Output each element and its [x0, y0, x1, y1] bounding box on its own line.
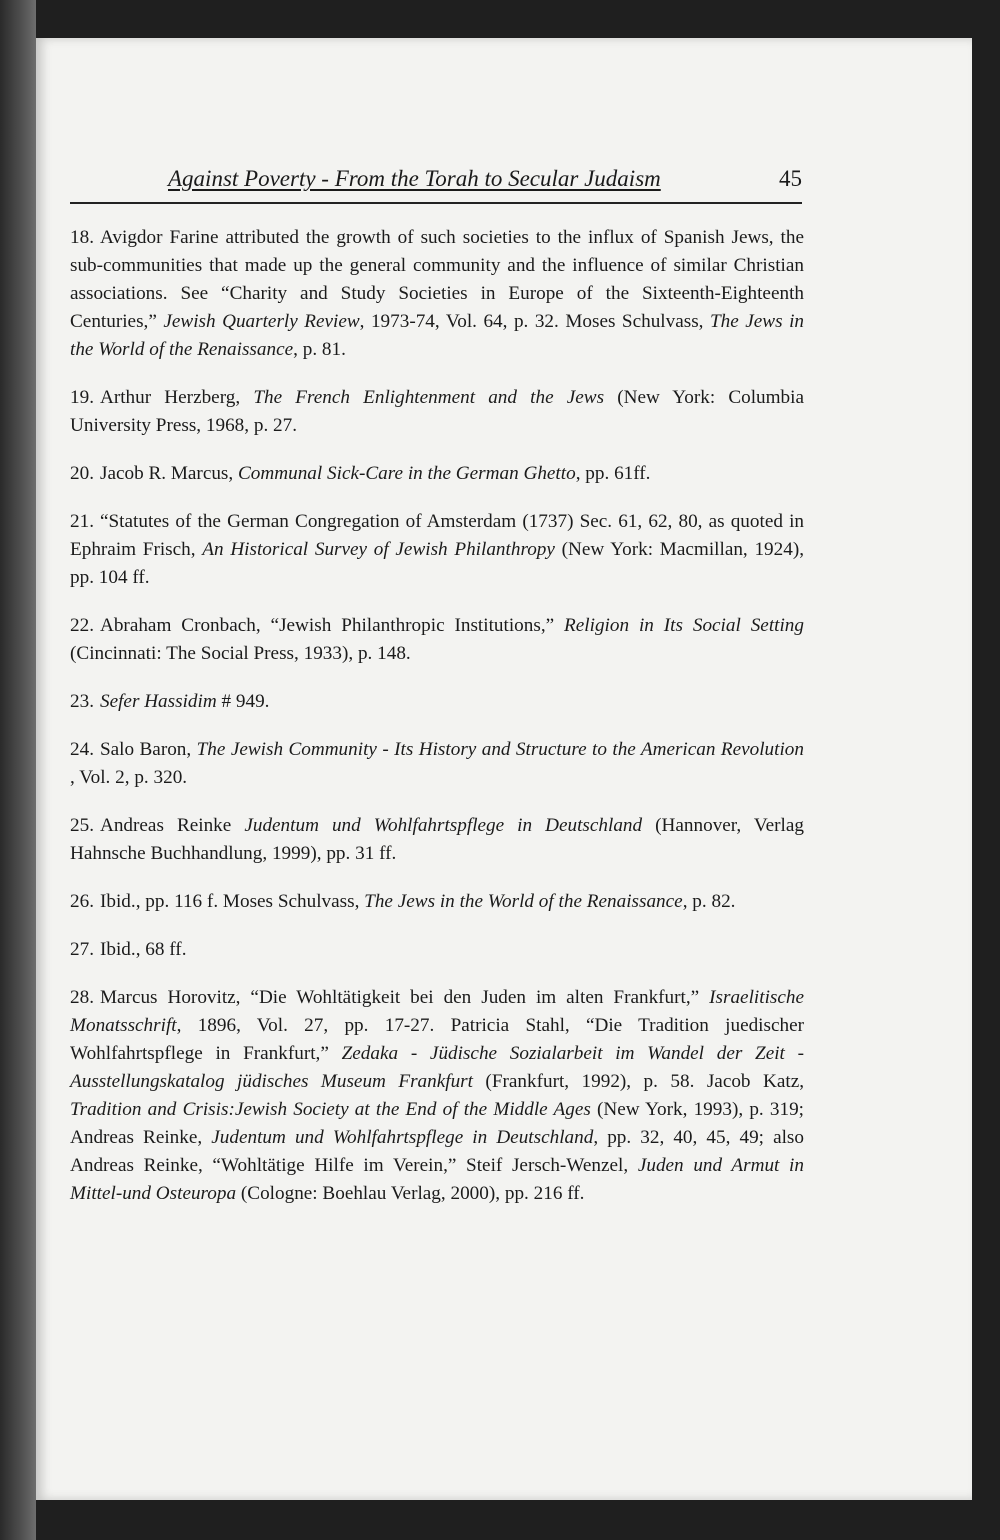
- endnote-number: 20.: [70, 463, 94, 484]
- endnote-title-italic: Judentum und Wohlfahrtspflege in Deutschland: [211, 1127, 594, 1148]
- endnote-number: 21.: [70, 511, 94, 532]
- endnote-title-italic: Religion in Its Social Setting: [564, 615, 804, 636]
- endnotes-list: [70, 224, 804, 1228]
- endnote-number: 24.: [70, 739, 94, 760]
- endnote-number: 27.: [70, 939, 94, 960]
- endnote-number: 18.: [70, 227, 94, 248]
- endnote-20: [70, 460, 804, 488]
- endnote-title-italic: An Historical Survey of Jewish Philanthropy: [202, 539, 555, 560]
- running-header: [70, 166, 802, 204]
- endnote-number: 19.: [70, 387, 94, 408]
- endnote-text: (New York, 1993), p. 319; Andreas Reinke,: [70, 1099, 804, 1148]
- endnote-text: , pp. 61ff.: [575, 463, 651, 484]
- endnote-title-italic: Zedaka - Jüdische Sozialarbeit im Wandel der Zeit - Ausstellungskatalog jüdisches Museum Frankfurt: [70, 1043, 804, 1092]
- endnote-19: [70, 384, 804, 440]
- endnote-text: (Cincinnati: The Social Press, 1933), p. 148.: [70, 643, 411, 664]
- endnote-text: (New York: Macmillan, 1924), pp. 104 ff.: [70, 539, 805, 588]
- endnote-text: Andreas Reinke: [99, 815, 245, 836]
- endnote-22: [70, 612, 804, 668]
- endnote-text: , p. 81.: [293, 339, 346, 360]
- endnote-number: 25.: [70, 815, 94, 836]
- endnote-title-italic: Jewish Quarterly Review: [163, 311, 360, 332]
- endnote-25: [70, 812, 804, 868]
- endnote-title-italic: Communal Sick-Care in the German Ghetto: [238, 463, 576, 484]
- endnote-title-italic: Juden und Armut in Mittel-und Osteuropa: [70, 1155, 804, 1204]
- endnote-title-italic: Tradition and Crisis:Jewish Society at the End of the Middle Ages: [70, 1099, 591, 1120]
- endnote-21: [70, 508, 804, 592]
- endnote-title-italic: The French Enlightenment and the Jews: [253, 387, 605, 408]
- endnote-23: [70, 688, 804, 716]
- endnote-text: (Cologne: Boehlau Verlag, 2000), pp. 216 ff.: [236, 1183, 585, 1204]
- endnote-text: Jacob R. Marcus,: [99, 463, 238, 484]
- endnote-text: Avigdor Farine attributed the growth of such societies to the influx of Spanish Jews, the sub-communities that made up the general community and the influence of similar Christian associations. See “Charity and Study Societies in Europe of the Sixteenth-Eighteenth Centuries,”: [70, 227, 804, 332]
- endnote-text: (Frankfurt, 1992), p. 58. Jacob Katz,: [472, 1071, 805, 1092]
- endnote-26: [70, 888, 804, 916]
- endnote-text: Salo Baron,: [99, 739, 197, 760]
- endnote-text: Ibid., 68 ff.: [99, 939, 187, 960]
- endnote-number: 28.: [70, 987, 94, 1008]
- endnote-text: (New York: Columbia University Press, 1968, p. 27.: [70, 387, 805, 436]
- endnote-text: # 949.: [216, 691, 270, 712]
- book-spine-shadow: [0, 0, 36, 1540]
- endnote-text: Arthur Herzberg,: [99, 387, 254, 408]
- endnote-title-italic: The Jews in the World of the Renaissance: [364, 891, 683, 912]
- endnote-title-italic: Sefer Hassidim: [99, 691, 217, 712]
- endnote-number: 23.: [70, 691, 94, 712]
- running-title: Against Poverty - From the Torah to Secular Judaism: [168, 166, 661, 191]
- endnote-title-italic: The Jewish Community - Its History and Structure to the American Revolution: [196, 739, 804, 760]
- endnote-18: [70, 224, 804, 364]
- endnote-title-italic: The Jews in the World of the Renaissance: [70, 311, 804, 360]
- endnote-text: Abraham Cronbach, “Jewish Philanthropic Institutions,”: [99, 615, 565, 636]
- endnote-text: , 1896, Vol. 27, pp. 17-27. Patricia Stahl, “Die Tradition juedischer Wohlfahrtspflege in Frankfurt,”: [70, 1015, 804, 1064]
- endnote-number: 22.: [70, 615, 94, 636]
- endnote-text: , Vol. 2, p. 320.: [70, 767, 188, 788]
- page-number: 45: [779, 166, 802, 191]
- endnote-text: , p. 82.: [682, 891, 736, 912]
- endnote-24: [70, 736, 804, 792]
- endnote-text: , pp. 32, 40, 45, 49; also Andreas Reinke, “Wohltätige Hilfe im Verein,” Steif Jersch-Wenzel,: [70, 1127, 804, 1176]
- endnote-text: “Statutes of the German Congregation of Amsterdam (1737) Sec. 61, 62, 80, as quoted in Ephraim Frisch,: [70, 511, 804, 560]
- endnote-28: [70, 984, 804, 1208]
- endnote-title-italic: Israelitische Monatsschrift: [70, 987, 804, 1036]
- endnote-text: (Hannover, Verlag Hahnsche Buchhandlung, 1999), pp. 31 ff.: [70, 815, 804, 864]
- endnote-text: Ibid., pp. 116 f. Moses Schulvass,: [99, 891, 365, 912]
- endnote-text: , 1973-74, Vol. 64, p. 32. Moses Schulvass,: [359, 311, 710, 332]
- endnote-title-italic: Judentum und Wohlfahrtspflege in Deutschland: [244, 815, 643, 836]
- endnote-text: Marcus Horovitz, “Die Wohltätigkeit bei den Juden im alten Frankfurt,”: [99, 987, 710, 1008]
- endnote-27: [70, 936, 804, 964]
- endnote-number: 26.: [70, 891, 94, 912]
